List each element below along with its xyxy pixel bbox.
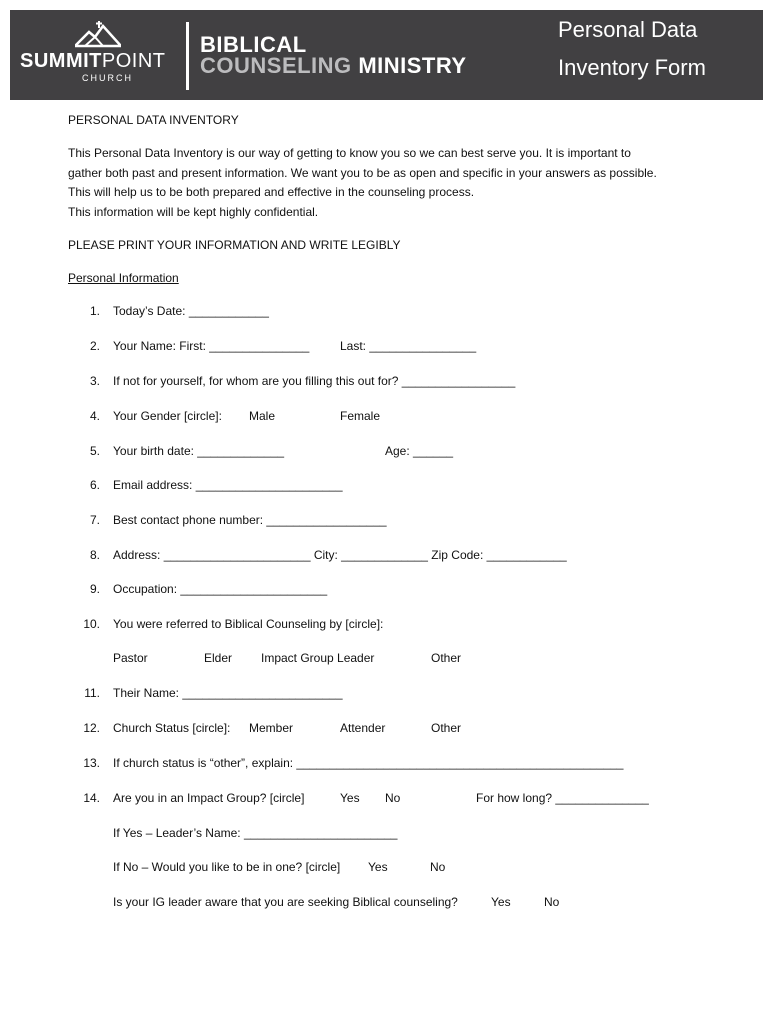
address-field[interactable]: Address: ______________________ City: _____________ Zip Code: ____________	[113, 548, 567, 562]
item-number: 1.	[89, 304, 100, 318]
first-name-field[interactable]: Your Name: First: _______________	[113, 339, 310, 353]
referrer-name-field[interactable]: Their Name: ________________________	[113, 686, 343, 700]
item-number: 11.	[84, 686, 100, 700]
church-status-member[interactable]: Member	[249, 721, 294, 735]
section-title: Personal Information	[68, 271, 179, 285]
filling-for-field[interactable]: If not for yourself, for whom are you filling this out for? _________________	[113, 374, 516, 388]
logo-wordmark: SUMMITPOINT	[20, 50, 166, 72]
join-group-no[interactable]: No	[430, 860, 446, 874]
church-status-other[interactable]: Other	[431, 721, 462, 735]
item-number: 5.	[89, 444, 100, 458]
item-number: 4.	[89, 409, 100, 423]
item-number: 13.	[83, 756, 100, 770]
referral-option-pastor[interactable]: Pastor	[113, 651, 148, 665]
referral-option-elder[interactable]: Elder	[204, 651, 233, 665]
ig-leader-aware-label: Is your IG leader aware that you are seeking Biblical counseling?	[113, 895, 458, 909]
print-instruction: PLEASE PRINT YOUR INFORMATION AND WRITE LEGIBLY	[68, 238, 401, 252]
other-explain-field[interactable]: If church status is “other”, explain: _________________________________________________	[113, 756, 624, 770]
confidentiality-note: This information will be kept highly confidential.	[68, 205, 319, 219]
referral-label: You were referred to Biblical Counseling by [circle]:	[113, 617, 384, 631]
gender-option-female[interactable]: Female	[340, 409, 381, 423]
leader-name-field[interactable]: If Yes – Leader’s Name: _______________________	[113, 826, 398, 840]
intro-paragraph-line: gather both past and present information. We want you to be as open and specific in your answers as possible.	[68, 166, 657, 180]
item-number: 8.	[89, 548, 100, 562]
intro-paragraph-line: This Personal Data Inventory is our way of getting to know you so we can best serve you. It is important to	[68, 146, 631, 160]
church-status-label: Church Status [circle]:	[113, 721, 231, 735]
gender-label: Your Gender [circle]:	[113, 409, 222, 423]
item-number: 12.	[83, 721, 100, 735]
item-number: 6.	[89, 478, 100, 492]
impact-group-no[interactable]: No	[385, 791, 401, 805]
item-number: 2.	[89, 339, 100, 353]
referral-option-other[interactable]: Other	[431, 651, 462, 665]
birth-date-field[interactable]: Your birth date: _____________	[113, 444, 285, 458]
header-divider	[186, 22, 189, 90]
age-field[interactable]: Age: ______	[385, 444, 454, 458]
item-number: 9.	[89, 582, 100, 596]
document-heading: PERSONAL DATA INVENTORY	[68, 113, 239, 127]
referral-option-impact-leader[interactable]: Impact Group Leader	[261, 651, 375, 665]
item-number: 7.	[89, 513, 100, 527]
mountain-cross-icon	[75, 20, 121, 48]
last-name-field[interactable]: Last: ________________	[340, 339, 477, 353]
item-number: 3.	[89, 374, 100, 388]
summit-point-logo	[20, 20, 175, 88]
ministry-name-line1: BIBLICAL	[200, 32, 307, 57]
how-long-field[interactable]: For how long? ______________	[476, 791, 649, 805]
todays-date-field[interactable]: Today’s Date: ____________	[113, 304, 269, 318]
impact-group-yes[interactable]: Yes	[340, 791, 360, 805]
impact-group-label: Are you in an Impact Group? [circle]	[113, 791, 305, 805]
church-status-attender[interactable]: Attender	[340, 721, 386, 735]
logo-church-label: CHURCH	[82, 73, 133, 83]
item-number: 10.	[83, 617, 100, 631]
ig-leader-aware-yes[interactable]: Yes	[491, 895, 511, 909]
phone-field[interactable]: Best contact phone number: __________________	[113, 513, 387, 527]
occupation-field[interactable]: Occupation: ______________________	[113, 582, 328, 596]
form-title-line1: Personal Data	[558, 17, 698, 42]
join-group-label: If No – Would you like to be in one? [circle]	[113, 860, 341, 874]
ig-leader-aware-no[interactable]: No	[544, 895, 560, 909]
join-group-yes[interactable]: Yes	[368, 860, 388, 874]
ministry-name-line2: COUNSELING MINISTRY	[200, 53, 467, 78]
gender-option-male[interactable]: Male	[249, 409, 276, 423]
form-title-line2: Inventory Form	[558, 55, 706, 80]
intro-paragraph-line: This will help us to be both prepared and effective in the counseling process.	[68, 185, 475, 199]
email-field[interactable]: Email address: ______________________	[113, 478, 343, 492]
item-number: 14.	[83, 791, 100, 805]
